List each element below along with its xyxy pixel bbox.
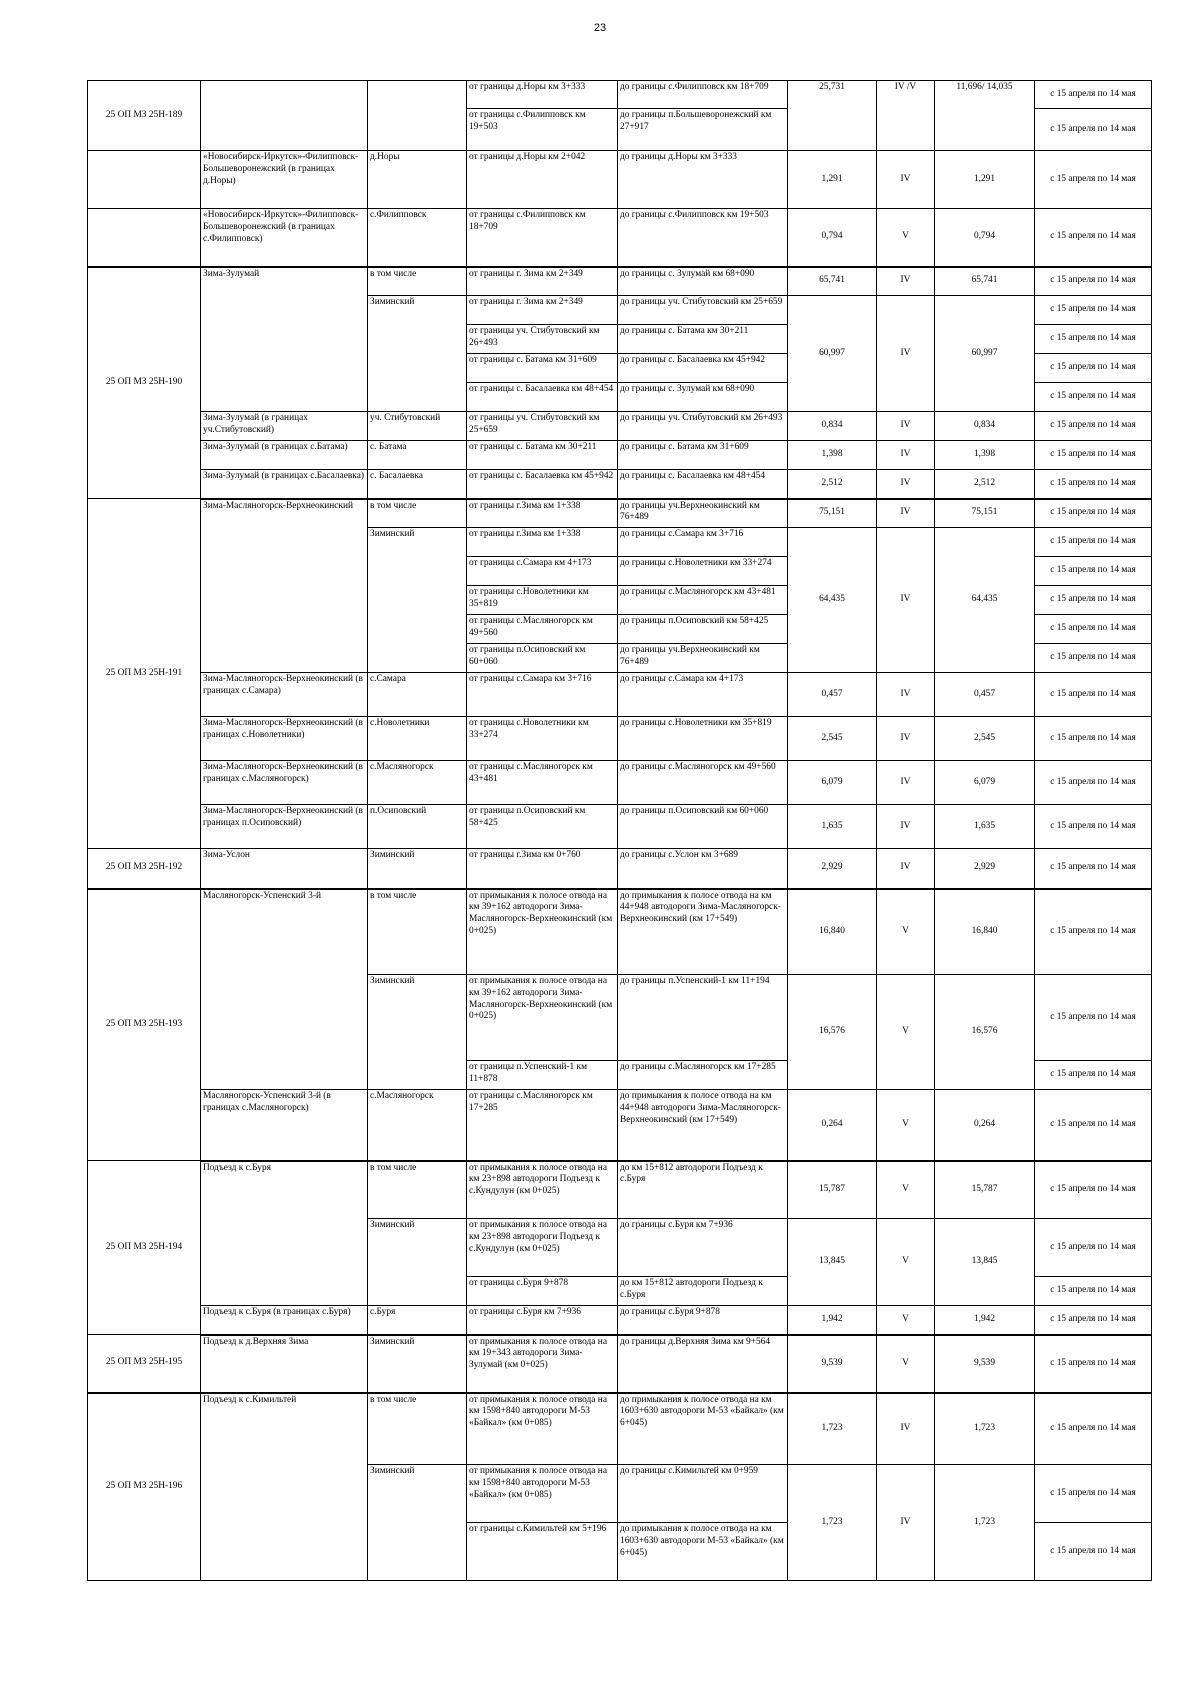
section-from: от границы с.Масляногорск км 49+560	[467, 615, 618, 644]
roads-table	[87, 80, 1152, 1581]
section-from: от границы с.Самара км 3+716	[467, 673, 618, 717]
restriction-period: с 15 апреля по 14 мая	[1035, 441, 1152, 470]
section-from: от границы г.Зима км 1+338	[467, 499, 618, 528]
section-from: от границы с.Буря км 7+936	[467, 1306, 618, 1335]
category: V	[877, 1335, 935, 1393]
total-length: 1,723	[935, 1393, 1035, 1465]
road-name: Подъезд к д.Верхняя Зима	[201, 1335, 368, 1393]
restriction-period: с 15 апреля по 14 мая	[1035, 354, 1152, 383]
road-code	[88, 151, 201, 209]
restriction-period: с 15 апреля по 14 мая	[1035, 586, 1152, 615]
road-name: Зима-Масляногорск-Верхнеокинский (в границах с.Масляногорск)	[201, 761, 368, 805]
section-to: до границы с.Буря км 7+936	[618, 1219, 788, 1277]
total-length: 1,942	[935, 1306, 1035, 1335]
restriction-period: с 15 апреля по 14 мая	[1035, 644, 1152, 673]
settlement: уч. Стибутовский	[368, 412, 467, 441]
restriction-period: с 15 апреля по 14 мая	[1035, 1306, 1152, 1335]
section-from: от границы д.Норы км 3+333	[467, 81, 618, 109]
length: 60,997	[788, 296, 877, 412]
total-length: 15,787	[935, 1161, 1035, 1219]
restriction-period: с 15 апреля по 14 мая	[1035, 1161, 1152, 1219]
settlement: Зиминский	[368, 1335, 467, 1393]
total-length: 0,834	[935, 412, 1035, 441]
length: 1,723	[788, 1393, 877, 1465]
section-from: от границы уч. Стибутовский км 26+493	[467, 325, 618, 354]
road-code: 25 ОП МЗ 25Н-196	[88, 1393, 201, 1581]
restriction-period: с 15 апреля по 14 мая	[1035, 889, 1152, 975]
road-code: 25 ОП МЗ 25Н-193	[88, 889, 201, 1161]
category: IV	[877, 296, 935, 412]
section-to: до границы с.Новолетники км 35+819	[618, 717, 788, 761]
section-from: от границы п.Осиповский км 60+060	[467, 644, 618, 673]
section-from: от границы с. Батама км 31+609	[467, 354, 618, 383]
restriction-period: с 15 апреля по 14 мая	[1035, 717, 1152, 761]
section-from: от границы г. Зима км 2+349	[467, 296, 618, 325]
settlement: с. Басалаевка	[368, 470, 467, 499]
restriction-period: с 15 апреля по 14 мая	[1035, 470, 1152, 499]
total-length: 60,997	[935, 296, 1035, 412]
category: V	[877, 1306, 935, 1335]
category: IV	[877, 528, 935, 673]
settlement: в том числе	[368, 499, 467, 528]
restriction-period: с 15 апреля по 14 мая	[1035, 412, 1152, 441]
road-name: Зима-Масляногорск-Верхнеокинский (в границах с.Самара)	[201, 673, 368, 717]
section-from: от границы с.Буря 9+878	[467, 1277, 618, 1306]
settlement: Зиминский	[368, 849, 467, 889]
restriction-period: с 15 апреля по 14 мая	[1035, 1277, 1152, 1306]
restriction-period: с 15 апреля по 14 мая	[1035, 1335, 1152, 1393]
settlement: в том числе	[368, 1161, 467, 1219]
category: IV /V	[877, 81, 935, 151]
length: 75,151	[788, 499, 877, 528]
length: 1,635	[788, 805, 877, 849]
section-to: до границы уч.Верхнеокинский км 76+489	[618, 644, 788, 673]
total-length: 0,457	[935, 673, 1035, 717]
section-from: от границы уч. Стибутовский км 25+659	[467, 412, 618, 441]
section-to: до границы с.Масляногорск км 49+560	[618, 761, 788, 805]
length: 1,291	[788, 151, 877, 209]
category: V	[877, 1219, 935, 1306]
section-from: от границы с. Батама км 30+211	[467, 441, 618, 470]
settlement: Зиминский	[368, 296, 467, 412]
road-code: 25 ОП МЗ 25Н-194	[88, 1161, 201, 1335]
section-to: до км 15+812 автодороги Подъезд к с.Буря	[618, 1277, 788, 1306]
total-length: 11,696/ 14,035	[935, 81, 1035, 151]
restriction-period: с 15 апреля по 14 мая	[1035, 209, 1152, 267]
page-number: 23	[593, 22, 607, 34]
length: 16,576	[788, 975, 877, 1090]
section-to: до границы п.Успенский-1 км 11+194	[618, 975, 788, 1061]
restriction-period: с 15 апреля по 14 мая	[1035, 975, 1152, 1061]
length: 65,741	[788, 267, 877, 296]
section-from: от границы с.Филипповск км 18+709	[467, 209, 618, 267]
settlement: в том числе	[368, 267, 467, 296]
section-from: от примыкания к полосе отвода на км 39+162 автодороги Зима-Масляногорск-Верхнеокинский (км 0+025)	[467, 889, 618, 975]
restriction-period: с 15 апреля по 14 мая	[1035, 761, 1152, 805]
length: 25,731	[788, 81, 877, 151]
settlement: с.Масляногорск	[368, 1090, 467, 1161]
restriction-period: с 15 апреля по 14 мая	[1035, 1465, 1152, 1523]
length: 13,845	[788, 1219, 877, 1306]
section-to: до границы с.Самара км 4+173	[618, 673, 788, 717]
category: V	[877, 1090, 935, 1161]
total-length: 2,512	[935, 470, 1035, 499]
category: IV	[877, 267, 935, 296]
total-length: 75,151	[935, 499, 1035, 528]
restriction-period: с 15 апреля по 14 мая	[1035, 499, 1152, 528]
total-length: 9,539	[935, 1335, 1035, 1393]
restriction-period: с 15 апреля по 14 мая	[1035, 151, 1152, 209]
length: 2,512	[788, 470, 877, 499]
settlement: с.Филипповск	[368, 209, 467, 267]
settlement: Зиминский	[368, 528, 467, 673]
road-name	[201, 81, 368, 151]
category: V	[877, 975, 935, 1090]
section-to: до границы с.Кимильтей км 0+959	[618, 1465, 788, 1523]
road-name: Зима-Масляногорск-Верхнеокинский (в границах п.Осиповский)	[201, 805, 368, 849]
category: IV	[877, 717, 935, 761]
total-length: 6,079	[935, 761, 1035, 805]
length: 0,264	[788, 1090, 877, 1161]
category: IV	[877, 470, 935, 499]
settlement: д.Норы	[368, 151, 467, 209]
section-to: до границы с.Филипповск км 18+709	[618, 81, 788, 109]
section-to: до границы п.Осиповский км 60+060	[618, 805, 788, 849]
settlement: п.Осиповский	[368, 805, 467, 849]
section-from: от границы с. Басалаевка км 45+942	[467, 470, 618, 499]
restriction-period: с 15 апреля по 14 мая	[1035, 267, 1152, 296]
section-from: от границы с.Масляногорск км 43+481	[467, 761, 618, 805]
section-from: от границы с.Новолетники км 33+274	[467, 717, 618, 761]
total-length: 1,635	[935, 805, 1035, 849]
section-to: до границы с.Буря 9+878	[618, 1306, 788, 1335]
section-to: до границы с.Масляногорск км 17+285	[618, 1061, 788, 1090]
settlement: Зиминский	[368, 975, 467, 1090]
road-code: 25 ОП МЗ 25Н-190	[88, 267, 201, 499]
section-to: до км 15+812 автодороги Подъезд к с.Буря	[618, 1161, 788, 1219]
section-to: до границы с. Зулумай км 68+090	[618, 267, 788, 296]
length: 1,398	[788, 441, 877, 470]
road-name: «Новосибирск-Иркутск»-Филипповск-Большеворонежский (в границах с.Филипповск)	[201, 209, 368, 267]
section-to: до границы с.Новолетники км 33+274	[618, 557, 788, 586]
category: IV	[877, 499, 935, 528]
category: IV	[877, 673, 935, 717]
length: 64,435	[788, 528, 877, 673]
section-from: от границы с.Кимильтей км 5+196	[467, 1523, 618, 1581]
road-name: Зима-Услон	[201, 849, 368, 889]
section-from: от границы с. Басалаевка км 48+454	[467, 383, 618, 412]
road-name: Масляногорск-Успенский 3-й (в границах с.Масляногорск)	[201, 1090, 368, 1161]
settlement-cell	[368, 81, 467, 151]
road-code: 25 ОП МЗ 25Н-191	[88, 499, 201, 849]
road-name: «Новосибирск-Иркутск»-Филипповск-Большеворонежский (в границах д.Норы)	[201, 151, 368, 209]
road-name: Зима-Зулумай (в границах уч.Стибутовский)	[201, 412, 368, 441]
section-to: до границы с.Масляногорск км 43+481	[618, 586, 788, 615]
category: V	[877, 1161, 935, 1219]
category: V	[877, 889, 935, 975]
length: 6,079	[788, 761, 877, 805]
section-from: от границы с.Филипповск км 19+503	[467, 109, 618, 151]
section-to: до границы уч. Стибутовский км 25+659	[618, 296, 788, 325]
category: IV	[877, 805, 935, 849]
section-from: от примыкания к полосе отвода на км 23+898 автодороги Подъезд к с.Кундулун (км 0+025)	[467, 1219, 618, 1277]
restriction-period: с 15 апреля по 14 мая	[1035, 849, 1152, 889]
section-from: от примыкания к полосе отвода на км 1598+840 автодороги М-53 «Байкал» (км 0+085)	[467, 1465, 618, 1523]
road-name: Зима-Зулумай (в границах с.Басалаевка)	[201, 470, 368, 499]
section-from: от примыкания к полосе отвода на км 39+162 автодороги Зима-Масляногорск-Верхнеокинский (км 0+025)	[467, 975, 618, 1061]
section-to: до границы с.Услон км 3+689	[618, 849, 788, 889]
settlement: Зиминский	[368, 1219, 467, 1306]
total-length: 2,545	[935, 717, 1035, 761]
total-length: 2,929	[935, 849, 1035, 889]
total-length: 13,845	[935, 1219, 1035, 1306]
section-from: от границы п.Осиповский км 58+425	[467, 805, 618, 849]
length: 16,840	[788, 889, 877, 975]
road-name: Масляногорск-Успенский 3-й	[201, 889, 368, 1090]
total-length: 16,576	[935, 975, 1035, 1090]
length: 15,787	[788, 1161, 877, 1219]
section-to: до границы с. Зулумай км 68+090	[618, 383, 788, 412]
section-to: до границы уч.Верхнеокинский км 76+489	[618, 499, 788, 528]
section-to: до границы с.Самара км 3+716	[618, 528, 788, 557]
section-from: от примыкания к полосе отвода на км 23+898 автодороги Подъезд к с.Кундулун (км 0+025)	[467, 1161, 618, 1219]
length: 0,834	[788, 412, 877, 441]
length: 0,794	[788, 209, 877, 267]
restriction-period: с 15 апреля по 14 мая	[1035, 1219, 1152, 1277]
section-from: от примыкания к полосе отвода на км 1598+840 автодороги М-53 «Байкал» (км 0+085)	[467, 1393, 618, 1465]
settlement: с.Самара	[368, 673, 467, 717]
length: 1,723	[788, 1465, 877, 1581]
category: IV	[877, 1393, 935, 1465]
road-code: 25 ОП МЗ 25Н-192	[88, 849, 201, 889]
section-to: до границы п.Осиповский км 58+425	[618, 615, 788, 644]
road-code: 25 ОП МЗ 25Н-195	[88, 1335, 201, 1393]
restriction-period: с 15 апреля по 14 мая	[1035, 383, 1152, 412]
section-to: до границы с. Батама км 31+609	[618, 441, 788, 470]
total-length: 1,291	[935, 151, 1035, 209]
road-name: Зима-Масляногорск-Верхнеокинский (в границах с.Новолетники)	[201, 717, 368, 761]
length: 2,929	[788, 849, 877, 889]
section-from: от границы г.Зима км 1+338	[467, 528, 618, 557]
section-from: от границы г.Зима км 0+760	[467, 849, 618, 889]
category: IV	[877, 412, 935, 441]
total-length: 0,264	[935, 1090, 1035, 1161]
section-to: до примыкания к полосе отвода на км 44+948 автодороги Зима-Масляногорск-Верхнеокинский (км 17+549)	[618, 889, 788, 975]
road-code: 25 ОП МЗ 25Н-189	[88, 81, 201, 151]
settlement: с. Батама	[368, 441, 467, 470]
length: 1,942	[788, 1306, 877, 1335]
total-length: 16,840	[935, 889, 1035, 975]
total-length: 1,398	[935, 441, 1035, 470]
total-length: 0,794	[935, 209, 1035, 267]
restriction-period: с 15 апреля по 14 мая	[1035, 81, 1152, 109]
category: IV	[877, 151, 935, 209]
total-length: 65,741	[935, 267, 1035, 296]
section-to: до границы д.Верхняя Зима км 9+564	[618, 1335, 788, 1393]
restriction-period: с 15 апреля по 14 мая	[1035, 1090, 1152, 1161]
category: IV	[877, 761, 935, 805]
total-length: 64,435	[935, 528, 1035, 673]
restriction-period: с 15 апреля по 14 мая	[1035, 557, 1152, 586]
road-name: Зима-Масляногорск-Верхнеокинский	[201, 499, 368, 673]
restriction-period: с 15 апреля по 14 мая	[1035, 1523, 1152, 1581]
section-from: от границы г. Зима км 2+349	[467, 267, 618, 296]
category: IV	[877, 1465, 935, 1581]
section-to: до границы п.Большеворонежский км 27+917	[618, 109, 788, 151]
section-from: от границы с.Новолетники км 35+819	[467, 586, 618, 615]
section-from: от границы с.Масляногорск км 17+285	[467, 1090, 618, 1161]
section-from: от границы д.Норы км 2+042	[467, 151, 618, 209]
total-length: 1,723	[935, 1465, 1035, 1581]
settlement: с.Буря	[368, 1306, 467, 1335]
length: 2,545	[788, 717, 877, 761]
section-from: от границы с.Самара км 4+173	[467, 557, 618, 586]
settlement: в том числе	[368, 1393, 467, 1465]
section-from: от примыкания к полосе отвода на км 19+343 автодороги Зима-Зулумай (км 0+025)	[467, 1335, 618, 1393]
category: IV	[877, 441, 935, 470]
restriction-period: с 15 апреля по 14 мая	[1035, 1393, 1152, 1465]
section-to: до границы с. Басалаевка км 45+942	[618, 354, 788, 383]
restriction-period: с 15 апреля по 14 мая	[1035, 325, 1152, 354]
settlement: с.Масляногорск	[368, 761, 467, 805]
restriction-period: с 15 апреля по 14 мая	[1035, 109, 1152, 151]
restriction-period: с 15 апреля по 14 мая	[1035, 673, 1152, 717]
section-to: до границы уч. Стибутовский км 26+493	[618, 412, 788, 441]
restriction-period: с 15 апреля по 14 мая	[1035, 528, 1152, 557]
settlement: в том числе	[368, 889, 467, 975]
section-to: до примыкания к полосе отвода на км 1603+630 автодороги М-53 «Байкал» (км 6+045)	[618, 1393, 788, 1465]
road-code	[88, 209, 201, 267]
road-name: Подъезд к с.Кимильтей	[201, 1393, 368, 1581]
category: V	[877, 209, 935, 267]
road-name: Подъезд к с.Буря	[201, 1161, 368, 1306]
restriction-period: с 15 апреля по 14 мая	[1035, 615, 1152, 644]
section-to: до границы с. Басалаевка км 48+454	[618, 470, 788, 499]
restriction-period: с 15 апреля по 14 мая	[1035, 1061, 1152, 1090]
length: 0,457	[788, 673, 877, 717]
road-name: Зима-Зулумай	[201, 267, 368, 412]
restriction-period: с 15 апреля по 14 мая	[1035, 805, 1152, 849]
section-to: до границы д.Норы км 3+333	[618, 151, 788, 209]
section-to: до примыкания к полосе отвода на км 44+948 автодороги Зима-Масляногорск-Верхнеокинский (км 17+549)	[618, 1090, 788, 1161]
section-to: до примыкания к полосе отвода на км 1603+630 автодороги М-53 «Байкал» (км 6+045)	[618, 1523, 788, 1581]
section-to: до границы с.Филипповск км 19+503	[618, 209, 788, 267]
settlement: Зиминский	[368, 1465, 467, 1581]
category: IV	[877, 849, 935, 889]
length: 9,539	[788, 1335, 877, 1393]
settlement: с.Новолетники	[368, 717, 467, 761]
section-from: от границы п.Успенский-1 км 11+878	[467, 1061, 618, 1090]
road-name: Зима-Зулумай (в границах с.Батама)	[201, 441, 368, 470]
restriction-period: с 15 апреля по 14 мая	[1035, 296, 1152, 325]
section-to: до границы с. Батама км 30+211	[618, 325, 788, 354]
road-name: Подъезд к с.Буря (в границах с.Буря)	[201, 1306, 368, 1335]
